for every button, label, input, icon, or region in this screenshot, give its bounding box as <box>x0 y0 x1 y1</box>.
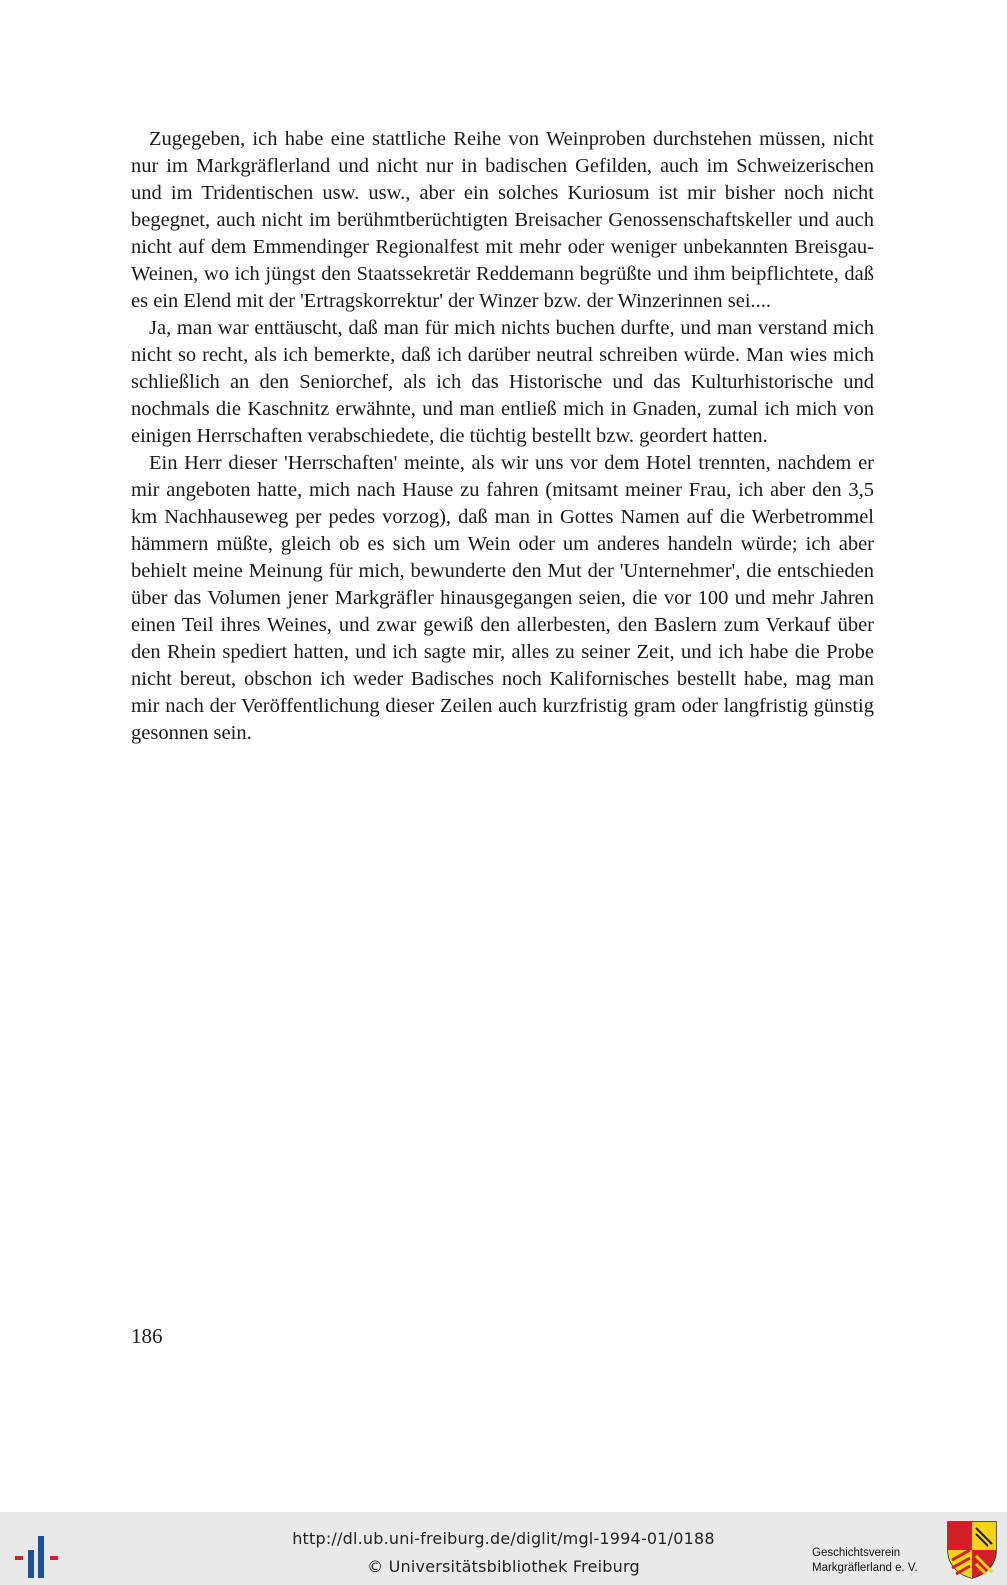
paragraph-2: Ja, man war enttäuscht, daß man für mich nichts buchen durfte, und man verstand mich nicht so recht, als ich bemerkte, daß ich darüber neutral schreiben würde. Man wies mich schließlich an den Seniorchef, als ich das Historische und das Kulturhistorische und nochmals die Kaschnitz erwähnte, und man entließ mich in Gnaden, zumal ich mich von einigen Herrschaften verabschiedete, die tüchtig bestellt bzw. geordert hatten. <box>131 317 874 447</box>
copyright-text: © Universitätsbibliothek Freiburg <box>367 1557 640 1576</box>
paragraph-3: Ein Herr dieser 'Herrschaften' meinte, als wir uns vor dem Hotel trennten, nachdem er mir angeboten hatte, mich nach Hause zu fahren (mitsamt meiner Frau, ich aber den 3,5 km Nachhauseweg per pedes vorzog), daß man in Gottes Namen auf die Werbetrommel hämmern müßte, gleich ob es sich um Wein oder um anderes handeln würde; ich aber behielt meine Meinung für mich, bewunderte den Mut der 'Unternehmer', die entschieden über das Volumen jener Markgräfler hinausgegangen seien, die vor 100 und mehr Jahren einen Teil ihres Weines, und zwar gewiß den allerbesten, den Baslern zum Verkauf über den Rhein spediert hatten, und ich sagte mir, alles zu seiner Zeit, und ich habe die Probe nicht bereut, obschon ich weder Badisches noch Kalifornisches bestellt habe, mag man mir nach der Veröffentlichung dieser Zeilen auch kurzfristig gram oder langfristig günstig gesonnen sein. <box>131 452 874 744</box>
page-number: 186 <box>131 1324 163 1348</box>
society-name-line2: Markgräflerland e. V. <box>812 1562 918 1574</box>
permalink-url[interactable]: http://dl.ub.uni-freiburg.de/diglit/mgl-1994-01/0188 <box>292 1529 715 1548</box>
paragraph-1: Zugegeben, ich habe eine stattliche Reihe von Weinproben durchstehen müssen, nicht nur im Markgräflerland und nicht nur in badischen Gefilden, auch im Schweizerischen und im Tridentischen usw. usw., aber ein solches Kuriosum ist mir bisher noch nicht begegnet, auch nicht im berühmtberüchtigten Breisacher Genossenschaftskeller und auch nicht auf dem Emmendinger Regionalfest mit mehr oder weniger unbekannten Breisgau-Weinen, wo ich jüngst den Staatssekretär Reddemann begrüßte und ihm beipflichtete, daß es ein Elend mit der 'Ertragskorrektur' der Winzer bzw. der Winzerinnen sei.... <box>131 128 874 312</box>
coat-of-arms-icon <box>946 1520 998 1580</box>
body-text <box>131 126 874 747</box>
society-name-line1: Geschichtsverein <box>812 1547 901 1559</box>
viewer-footer <box>0 1512 1007 1585</box>
society-label <box>812 1546 918 1576</box>
